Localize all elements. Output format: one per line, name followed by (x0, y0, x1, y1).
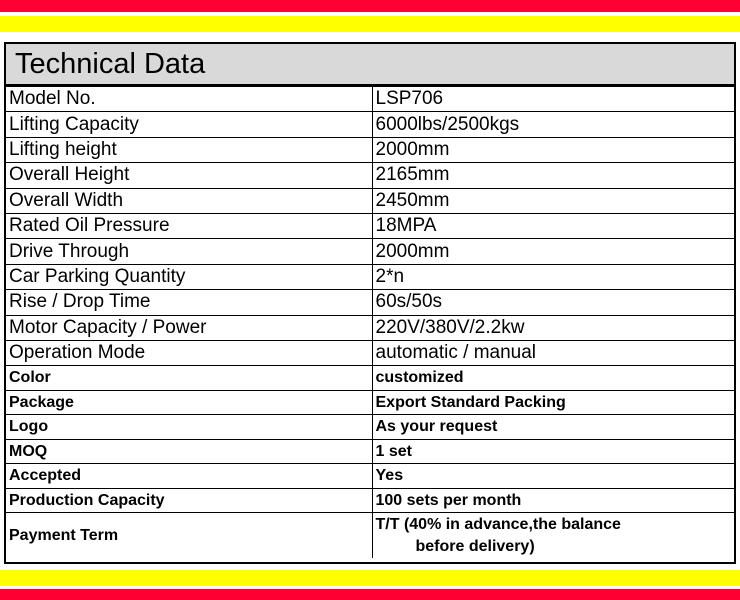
row-value: 6000lbs/2500kgs (372, 112, 734, 137)
spec-table (6, 86, 734, 558)
row-label: Production Capacity (6, 488, 372, 513)
row-label: Color (6, 366, 372, 391)
top-red-band (0, 0, 740, 12)
row-label: Rated Oil Pressure (6, 213, 372, 238)
table-row (6, 488, 734, 513)
row-label: Package (6, 390, 372, 415)
row-label: MOQ (6, 439, 372, 464)
table-row (6, 340, 734, 365)
row-label: Accepted (6, 464, 372, 489)
bottom-red-band (0, 589, 740, 600)
row-label: Logo (6, 415, 372, 440)
row-value: 2450mm (372, 188, 734, 213)
table-row (6, 415, 734, 440)
top-yellow-band (0, 16, 740, 32)
row-label: Payment Term (6, 513, 372, 559)
row-value: As your request (372, 415, 734, 440)
table-row (6, 188, 734, 213)
sheet-title: Technical Data (6, 44, 734, 86)
table-row (6, 264, 734, 289)
table-row (6, 137, 734, 162)
table-row (6, 315, 734, 340)
table-row (6, 366, 734, 391)
row-label: Operation Mode (6, 340, 372, 365)
row-value (372, 513, 734, 559)
row-label: Lifting height (6, 137, 372, 162)
row-value: 1 set (372, 439, 734, 464)
table-row (6, 163, 734, 188)
row-label: Rise / Drop Time (6, 290, 372, 315)
table-row (6, 513, 734, 559)
row-value: automatic / manual (372, 340, 734, 365)
row-label: Drive Through (6, 239, 372, 264)
row-value: 60s/50s (372, 290, 734, 315)
row-value: 2*n (372, 264, 734, 289)
row-value: 2000mm (372, 239, 734, 264)
bottom-yellow-band (0, 570, 740, 586)
payment-term-line-2: before delivery) (415, 537, 535, 555)
row-value: customized (372, 366, 734, 391)
row-value: 2000mm (372, 137, 734, 162)
table-row (6, 213, 734, 238)
row-label: Model No. (6, 87, 372, 112)
row-label: Overall Height (6, 163, 372, 188)
row-label: Car Parking Quantity (6, 264, 372, 289)
row-value: 18MPA (372, 213, 734, 238)
row-value: Yes (372, 464, 734, 489)
row-value: 2165mm (372, 163, 734, 188)
row-label: Overall Width (6, 188, 372, 213)
table-row (6, 439, 734, 464)
technical-data-sheet (4, 42, 736, 564)
table-row (6, 464, 734, 489)
table-row (6, 87, 734, 112)
table-row (6, 112, 734, 137)
row-value: Export Standard Packing (372, 390, 734, 415)
payment-term-line-1: T/T (40% in advance,the balance (375, 515, 621, 533)
row-value: LSP706 (372, 87, 734, 112)
row-label: Motor Capacity / Power (6, 315, 372, 340)
row-value: 100 sets per month (372, 488, 734, 513)
row-label: Lifting Capacity (6, 112, 372, 137)
table-row (6, 290, 734, 315)
table-row (6, 390, 734, 415)
row-value: 220V/380V/2.2kw (372, 315, 734, 340)
table-row (6, 239, 734, 264)
